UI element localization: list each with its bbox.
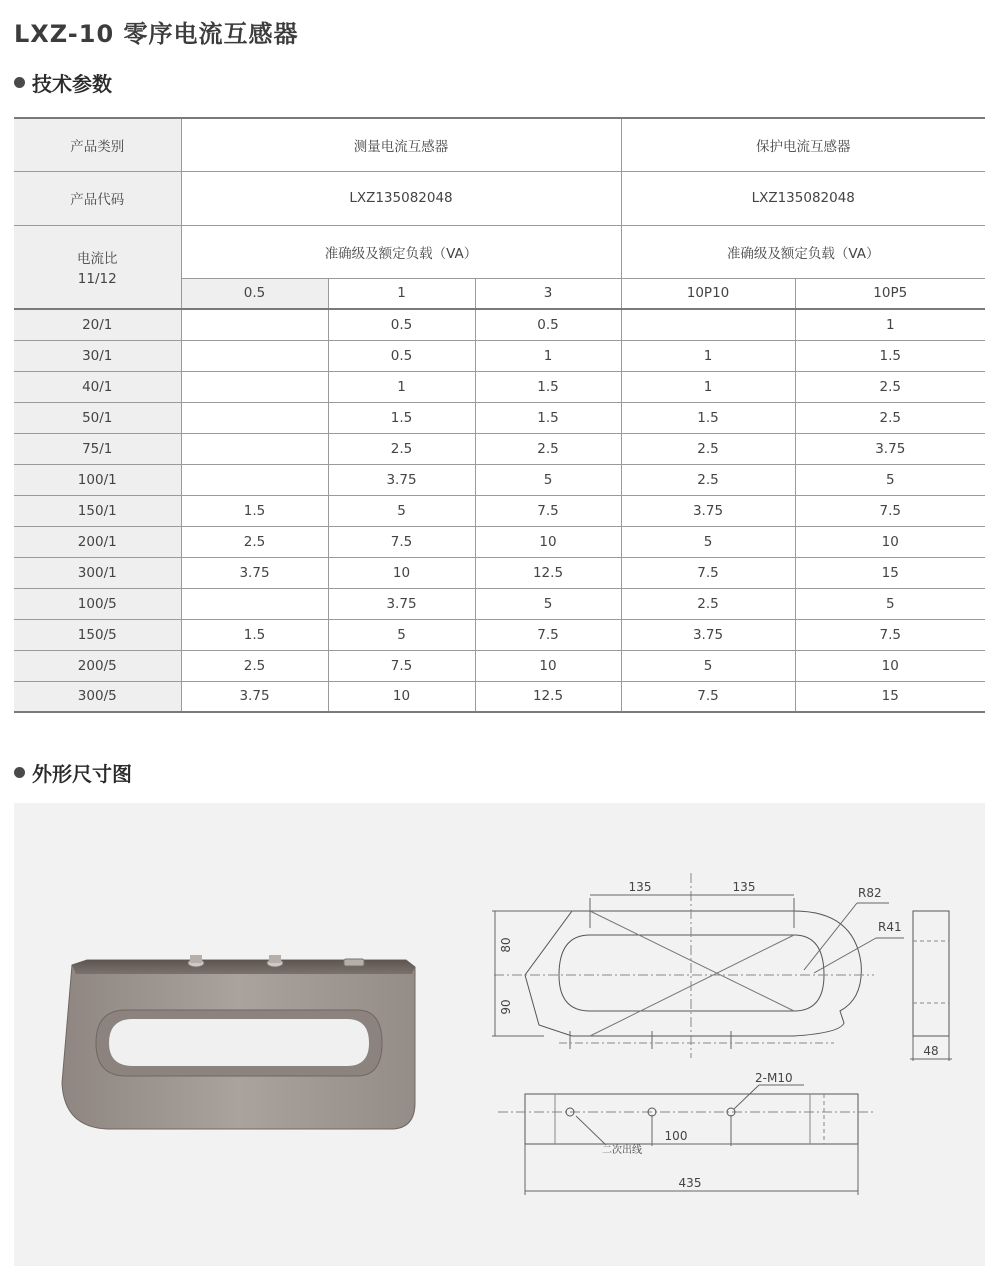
ratio-cell: 200/1 <box>14 526 181 557</box>
dim-100: 100 <box>664 1129 688 1143</box>
value-cell: 10 <box>328 557 475 588</box>
table-row <box>14 588 985 619</box>
label-code: 产品代码 <box>14 171 181 225</box>
value-cell: 1 <box>621 340 795 371</box>
product-photo <box>62 955 415 1129</box>
value-cell: 5 <box>328 495 475 526</box>
value-cell: 2.5 <box>621 588 795 619</box>
value-cell: 10 <box>328 681 475 712</box>
ratio-cell: 40/1 <box>14 371 181 402</box>
section-dimensions-label: 外形尺寸图 <box>32 762 132 786</box>
bullet-icon <box>14 767 25 778</box>
value-cell: 2.5 <box>181 526 328 557</box>
value-cell: 10 <box>475 526 621 557</box>
value-cell: 1.5 <box>795 340 985 371</box>
value-cell: 1 <box>475 340 621 371</box>
table-row-header <box>14 225 985 278</box>
ratio-cell: 150/1 <box>14 495 181 526</box>
label-ratio-sub: 11/12 <box>77 270 117 287</box>
page-title: LXZ-10 零序电流互感器 <box>14 20 299 48</box>
secondary-lead-label: 二次出线 <box>602 1145 642 1156</box>
measure-code: LXZ135082048 <box>181 171 621 225</box>
section-dimensions <box>14 758 132 787</box>
ratio-cell: 50/1 <box>14 402 181 433</box>
measure-category: 测量电流互感器 <box>181 118 621 171</box>
value-cell <box>181 371 328 402</box>
table-row <box>14 464 985 495</box>
value-cell: 1.5 <box>475 402 621 433</box>
table-row <box>14 340 985 371</box>
value-cell: 2.5 <box>795 371 985 402</box>
value-cell: 5 <box>621 526 795 557</box>
value-cell: 1 <box>795 309 985 340</box>
value-cell: 10 <box>475 650 621 681</box>
value-cell: 7.5 <box>795 495 985 526</box>
table-row <box>14 495 985 526</box>
table-row <box>14 371 985 402</box>
value-cell: 10 <box>795 526 985 557</box>
ratio-cell: 150/5 <box>14 619 181 650</box>
value-cell: 1 <box>621 371 795 402</box>
value-cell: 12.5 <box>475 557 621 588</box>
value-cell: 3.75 <box>621 495 795 526</box>
ratio-cell: 300/5 <box>14 681 181 712</box>
dim-m10: 2-M10 <box>755 1071 793 1085</box>
value-cell: 5 <box>795 588 985 619</box>
value-cell <box>181 588 328 619</box>
class-cell: 10P10 <box>621 278 795 309</box>
value-cell: 15 <box>795 681 985 712</box>
class-cell: 0.5 <box>181 278 328 309</box>
label-ratio-title: 电流比 <box>77 250 118 267</box>
dim-r82: R82 <box>858 886 882 900</box>
class-cell: 10P5 <box>795 278 985 309</box>
value-cell: 0.5 <box>328 340 475 371</box>
value-cell <box>181 433 328 464</box>
value-cell: 2.5 <box>475 433 621 464</box>
value-cell: 5 <box>475 464 621 495</box>
protect-category: 保护电流互感器 <box>621 118 985 171</box>
value-cell: 7.5 <box>328 650 475 681</box>
table-body <box>14 309 985 712</box>
value-cell: 2.5 <box>181 650 328 681</box>
value-cell: 15 <box>795 557 985 588</box>
value-cell: 7.5 <box>475 495 621 526</box>
ratio-cell: 30/1 <box>14 340 181 371</box>
value-cell <box>181 402 328 433</box>
table-row <box>14 526 985 557</box>
value-cell: 5 <box>795 464 985 495</box>
ratio-cell: 75/1 <box>14 433 181 464</box>
value-cell: 10 <box>795 650 985 681</box>
ratio-cell: 300/1 <box>14 557 181 588</box>
table-row <box>14 557 985 588</box>
value-cell: 1.5 <box>621 402 795 433</box>
value-cell: 5 <box>328 619 475 650</box>
value-cell: 1 <box>328 371 475 402</box>
label-ratio <box>14 225 181 309</box>
table-row <box>14 619 985 650</box>
value-cell: 1.5 <box>328 402 475 433</box>
table-row <box>14 681 985 712</box>
dim-435: 435 <box>678 1176 702 1190</box>
ratio-cell: 20/1 <box>14 309 181 340</box>
spec-table <box>14 117 985 713</box>
ratio-cell: 200/5 <box>14 650 181 681</box>
dim-135-right: 135 <box>732 880 756 894</box>
value-cell: 2.5 <box>328 433 475 464</box>
value-cell: 5 <box>475 588 621 619</box>
value-cell: 3.75 <box>795 433 985 464</box>
value-cell: 2.5 <box>621 464 795 495</box>
value-cell: 2.5 <box>621 433 795 464</box>
dim-80: 80 <box>499 937 513 953</box>
value-cell: 7.5 <box>475 619 621 650</box>
value-cell: 7.5 <box>621 557 795 588</box>
class-cell: 1 <box>328 278 475 309</box>
value-cell: 1.5 <box>475 371 621 402</box>
dim-48: 48 <box>923 1044 939 1058</box>
value-cell <box>181 464 328 495</box>
dim-135-left: 135 <box>628 880 652 894</box>
value-cell: 0.5 <box>475 309 621 340</box>
value-cell: 7.5 <box>328 526 475 557</box>
value-cell: 7.5 <box>621 681 795 712</box>
dim-90: 90 <box>499 999 513 1015</box>
section-tech-params <box>14 68 112 97</box>
drawing-svg <box>14 803 985 1266</box>
value-cell: 2.5 <box>795 402 985 433</box>
value-cell: 0.5 <box>328 309 475 340</box>
value-cell: 1.5 <box>181 619 328 650</box>
value-cell: 3.75 <box>328 588 475 619</box>
table-row-category <box>14 118 985 171</box>
value-cell: 3.75 <box>181 557 328 588</box>
ratio-cell: 100/1 <box>14 464 181 495</box>
ratio-cell: 100/5 <box>14 588 181 619</box>
value-cell: 12.5 <box>475 681 621 712</box>
table-row <box>14 309 985 340</box>
value-cell: 3.75 <box>621 619 795 650</box>
value-cell: 5 <box>621 650 795 681</box>
value-cell: 7.5 <box>795 619 985 650</box>
table-row <box>14 402 985 433</box>
dim-r41: R41 <box>878 920 902 934</box>
value-cell <box>621 309 795 340</box>
table-row-code <box>14 171 985 225</box>
dimension-drawing-panel <box>14 803 985 1266</box>
value-cell: 3.75 <box>328 464 475 495</box>
value-cell <box>181 309 328 340</box>
protect-code: LXZ135082048 <box>621 171 985 225</box>
value-cell <box>181 340 328 371</box>
table-row <box>14 650 985 681</box>
table-row <box>14 433 985 464</box>
measure-header: 准确级及额定负载（VA） <box>181 225 621 278</box>
class-cell: 3 <box>475 278 621 309</box>
label-category: 产品类别 <box>14 118 181 171</box>
section-tech-params-label: 技术参数 <box>32 72 112 96</box>
value-cell: 1.5 <box>181 495 328 526</box>
bullet-icon <box>14 77 25 88</box>
protect-header: 准确级及额定负载（VA） <box>621 225 985 278</box>
value-cell: 3.75 <box>181 681 328 712</box>
